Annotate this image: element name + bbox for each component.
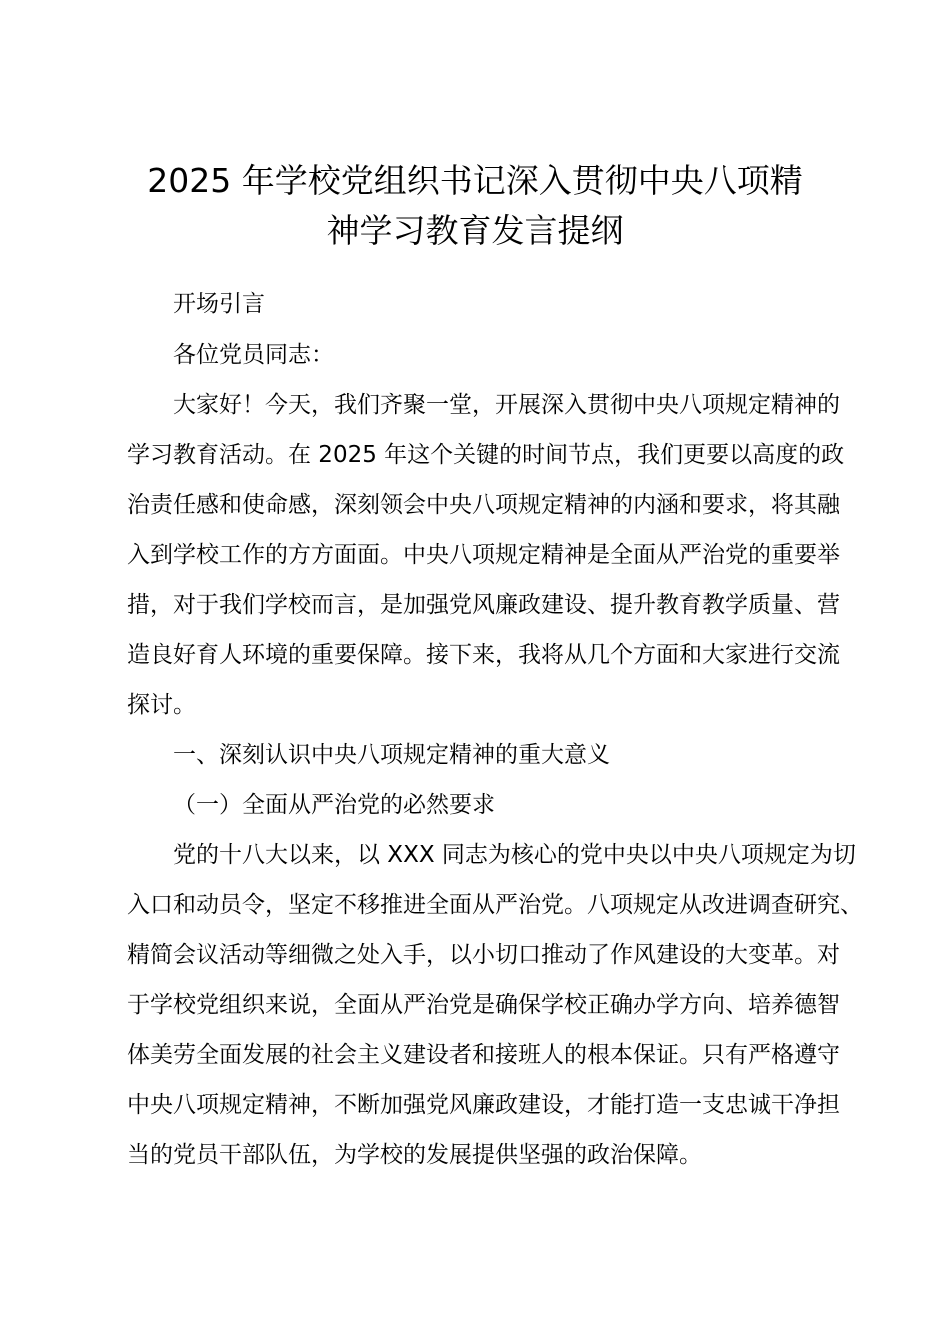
document-title — [120, 156, 830, 256]
paragraph-line: 入口和动员令，坚定不移推进全面从严治党。八项规定从改进调查研究、 — [127, 892, 863, 918]
paragraph-line: 造良好育人环境的重要保障。接下来，我将从几个方面和大家进行交流 — [127, 642, 840, 668]
section-heading-1: 一、深刻认识中央八项规定精神的重大意义 — [173, 742, 610, 768]
title-line-1: 2025 年学校党组织书记深入贯彻中央八项精 — [147, 161, 803, 200]
paragraph-line: 体美劳全面发展的社会主义建设者和接班人的根本保证。只有严格遵守 — [127, 1042, 840, 1068]
paragraph-line: 精简会议活动等细微之处入手，以小切口推动了作风建设的大变革。对 — [127, 942, 840, 968]
paragraph-line: 当的党员干部队伍，为学校的发展提供坚强的政治保障。 — [127, 1142, 702, 1168]
paragraph-line: 于学校党组织来说，全面从严治党是确保学校正确办学方向、培养德智 — [127, 992, 840, 1018]
paragraph-line: 探讨。 — [127, 692, 196, 718]
paragraph-line: 学习教育活动。在 2025 年这个关键的时间节点，我们更要以高度的政 — [127, 442, 845, 468]
section-label-opening: 开场引言 — [173, 291, 265, 317]
paragraph-line: 党的十八大以来，以 XXX 同志为核心的党中央以中央八项规定为切 — [173, 842, 856, 868]
paragraph-line: 大家好！今天，我们齐聚一堂，开展深入贯彻中央八项规定精神的 — [173, 392, 840, 418]
paragraph-line: 措，对于我们学校而言，是加强党风廉政建设、提升教育教学质量、营 — [127, 592, 840, 618]
title-line-2: 神学习教育发言提纲 — [326, 211, 624, 250]
subsection-heading-1: （一）全面从严治党的必然要求 — [173, 792, 495, 818]
paragraph-line: 中央八项规定精神，不断加强党风廉政建设，才能打造一支忠诚干净担 — [127, 1092, 840, 1118]
paragraph-line: 治责任感和使命感，深刻领会中央八项规定精神的内涵和要求，将其融 — [127, 492, 840, 518]
paragraph-line: 入到学校工作的方方面面。中央八项规定精神是全面从严治党的重要举 — [127, 542, 840, 568]
salutation: 各位党员同志： — [173, 342, 334, 368]
